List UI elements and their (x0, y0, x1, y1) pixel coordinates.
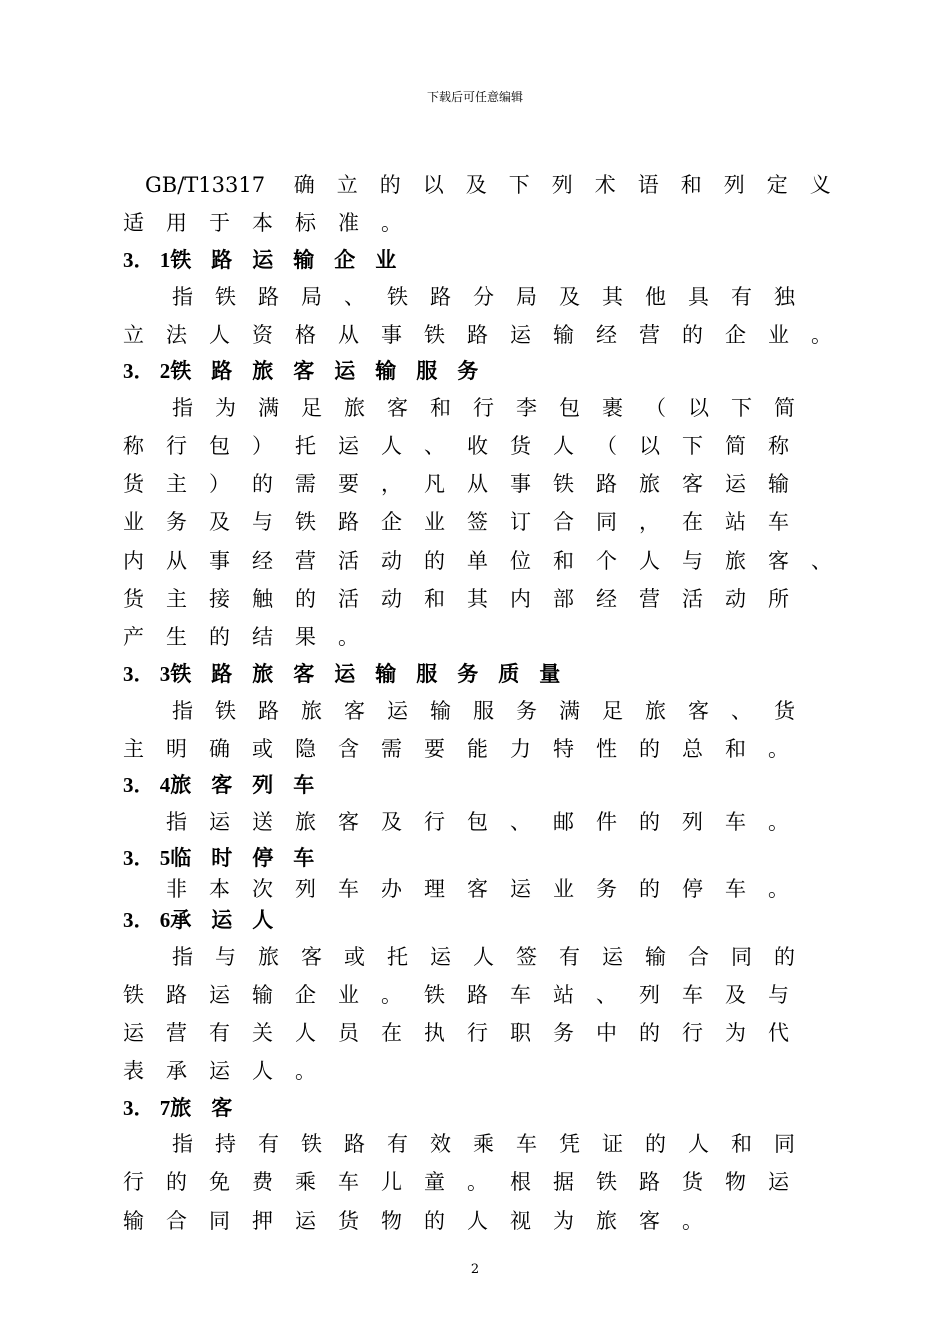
section-title: 临时停车 (170, 846, 335, 870)
section-number: 3． 2 (123, 359, 171, 383)
paragraph-line: 指铁路旅客运输服务满足旅客、货 (172, 699, 817, 723)
section-number: 3． 7 (123, 1096, 171, 1120)
paragraph-line: 主明确或隐含需要能力特性的总和。 (123, 737, 811, 761)
paragraph-line: 指与旅客或托运人签有运输合同的 (172, 945, 817, 969)
paragraph-line: 运营有关人员在执行职务中的行为代 (123, 1021, 811, 1045)
paragraph-line: 非本次列车办理客运业务的停车。 (166, 877, 811, 901)
section-number: 3． 4 (123, 773, 171, 797)
page-header: 下载后可任意编辑 (426, 90, 523, 104)
section-heading (123, 845, 334, 871)
paragraph-line: 产生的结果。 (123, 625, 381, 649)
section-number: 3． 1 (123, 248, 171, 272)
paragraph-line: 指铁路局、铁路分局及其他具有独 (172, 285, 817, 309)
section-number: 3． 5 (123, 846, 171, 870)
standard-code: GB/T13317 (145, 173, 266, 197)
paragraph-line: 表承运人。 (123, 1059, 338, 1083)
paragraph-line: 内从事经营活动的单位和个人与旅客、 (123, 549, 854, 573)
paragraph-line: 指运送旅客及行包、邮件的列车。 (166, 810, 811, 834)
page-number: 2 (470, 1262, 480, 1277)
paragraph-line: 业务及与铁路企业签订合同，在站车 (123, 510, 811, 534)
section-title: 铁路旅客运输服务 (170, 359, 499, 383)
section-number: 3． 6 (123, 908, 171, 932)
section-heading (123, 247, 416, 273)
section-heading (123, 907, 293, 933)
section-title: 旅客 (170, 1096, 253, 1120)
paragraph-line: 指为满足旅客和行李包裹（以下简 (172, 396, 817, 420)
paragraph-line: 输合同押运货物的人视为旅客。 (123, 1209, 725, 1233)
section-heading (123, 358, 498, 384)
paragraph-line: 行的免费乘车儿童。根据铁路货物运 (123, 1170, 811, 1194)
section-title: 铁路运输企业 (170, 248, 417, 272)
paragraph-line: 货主）的需要，凡从事铁路旅客运输 (123, 472, 811, 496)
section-heading (123, 1095, 252, 1121)
section-title: 铁路旅客运输服务质量 (170, 662, 581, 686)
section-heading (123, 661, 580, 687)
paragraph-line: 铁路运输企业。铁路车站、列车及与 (123, 983, 811, 1007)
section-title: 旅客列车 (170, 773, 335, 797)
paragraph-line: 立法人资格从事铁路运输经营的企业。 (123, 323, 854, 347)
paragraph-line: 称行包）托运人、收货人（以下简称 (123, 434, 811, 458)
section-title: 承运人 (170, 908, 294, 932)
section-heading (123, 772, 334, 798)
paragraph-line: 指持有铁路有效乘车凭证的人和同 (172, 1132, 817, 1156)
paragraph-line: 货主接触的活动和其内部经营活动所 (123, 587, 811, 611)
intro-line-2: 适用于本标准。 (123, 211, 424, 235)
intro-text-1: 确立的以及下列术语和列定义 (293, 173, 853, 197)
intro-line-1 (145, 172, 853, 198)
section-number: 3． 3 (123, 662, 171, 686)
